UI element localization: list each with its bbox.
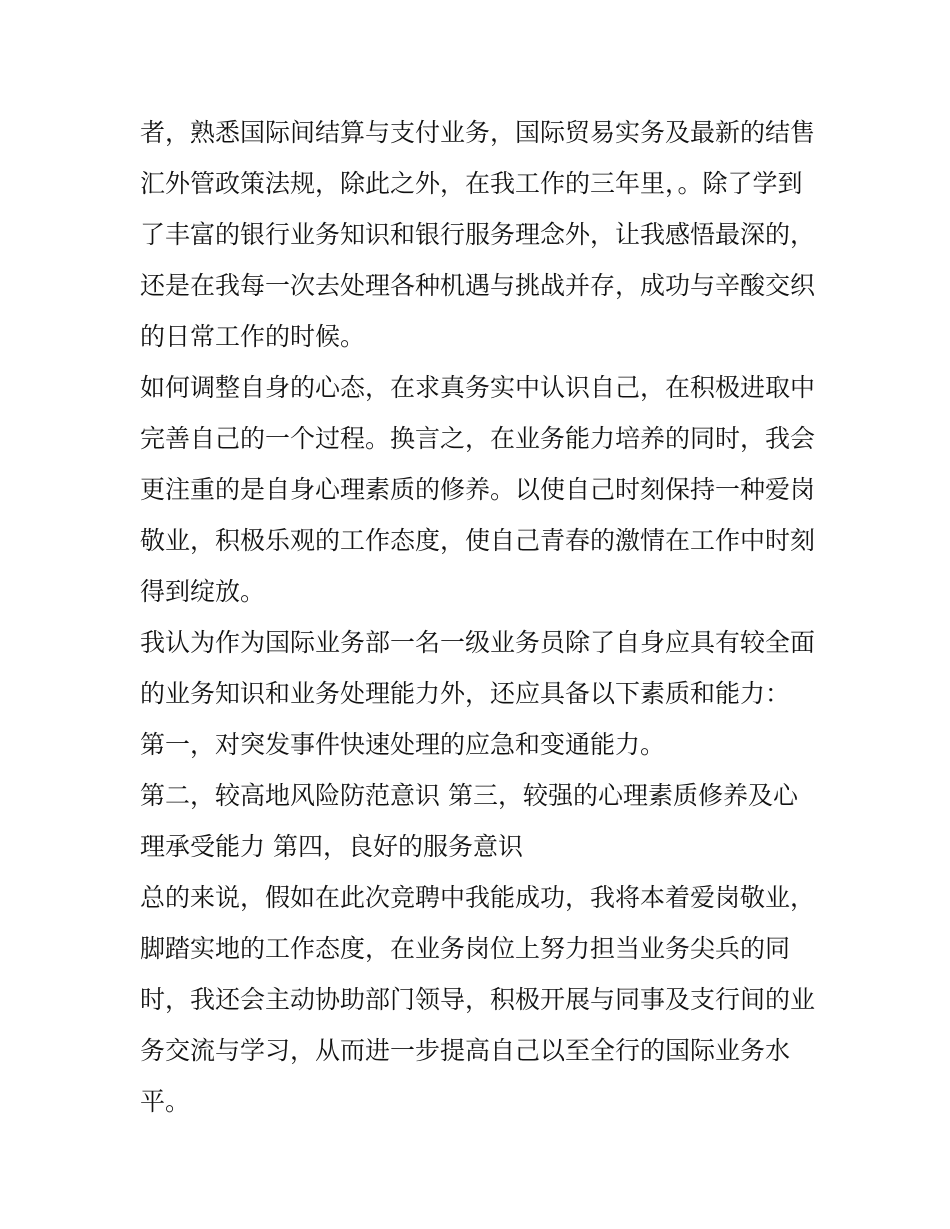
text-line: 总的来说，假如在此次竞聘中我能成功，我将本着爱岗敬业， [140, 883, 816, 912]
text-line: 时，我还会主动协助部门领导，积极开展与同事及支行间的业 [140, 985, 816, 1014]
text-line: 第二，较高地风险防范意识 第三，较强的心理素质修养及心 [140, 781, 798, 810]
text-line: 敬业，积极乐观的工作态度，使自己青春的激情在工作中时刻 [140, 526, 816, 555]
text-line: 脚踏实地的工作态度，在业务岗位上努力担当业务尖兵的同 [140, 934, 791, 963]
text-line: 如何调整自身的心态，在求真务实中认识自己，在积极进取中 [140, 373, 816, 402]
text-line: 的业务知识和业务处理能力外，还应具备以下素质和能力： [140, 679, 791, 708]
text-line: 更注重的是自身心理素质的修养。以使自己时刻保持一种爱岗 [140, 475, 816, 504]
text-line: 务交流与学习，从而进一步提高自己以至全行的国际业务水 [140, 1036, 791, 1065]
text-line: 者，熟悉国际间结算与支付业务，国际贸易实务及最新的结售 [140, 118, 816, 147]
text-line: 了丰富的银行业务知识和银行服务理念外，让我感悟最深的， [140, 220, 816, 249]
text-line: 得到绽放。 [140, 577, 266, 606]
text-line: 第一，对突发事件快速处理的应急和变通能力。 [140, 730, 666, 759]
text-line: 平。 [140, 1087, 191, 1116]
text-line: 完善自己的一个过程。换言之，在业务能力培养的同时，我会 [140, 424, 816, 453]
text-line: 我认为作为国际业务部一名一级业务员除了自身应具有较全面 [140, 628, 816, 657]
text-line: 汇外管政策法规，除此之外，在我工作的三年里，。除了学到 [140, 169, 803, 198]
text-line: 理承受能力 第四，良好的服务意识 [140, 832, 523, 861]
text-line: 的日常工作的时候。 [140, 322, 366, 351]
text-line: 还是在我每一次去处理各种机遇与挑战并存，成功与辛酸交织 [140, 271, 816, 300]
document-body [140, 107, 820, 1127]
